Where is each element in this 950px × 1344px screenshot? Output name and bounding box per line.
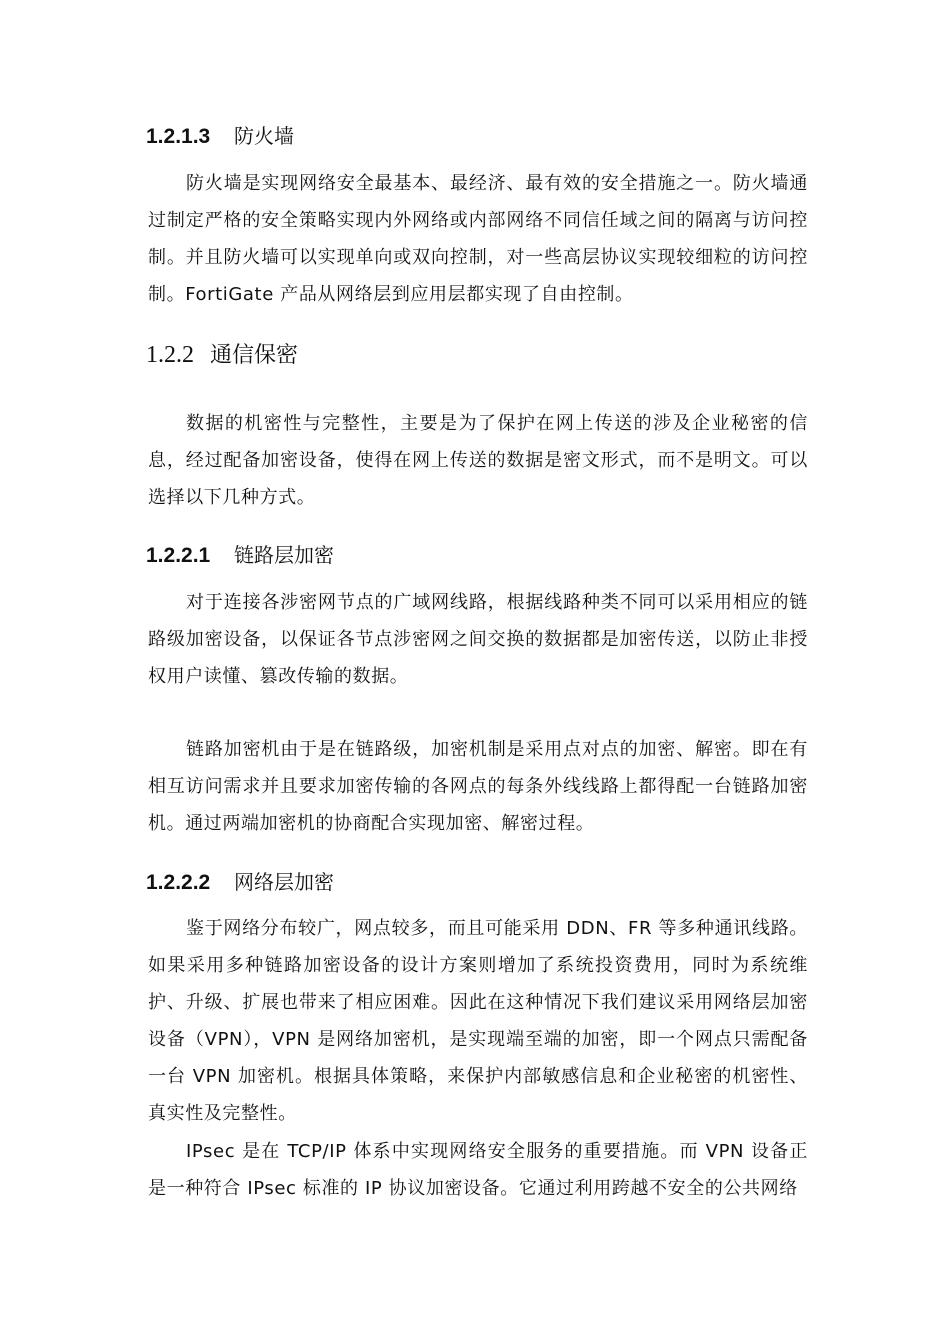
heading-number: 1.2.1.3 — [146, 125, 211, 148]
paragraph-link-encryption-2: 链路加密机由于是在链路级，加密机制是采用点对点的加密、解密。即在有相互访问需求并且要求加密传输的各网点的每条外线线路上都得配一台链路加密机。通过两端加密机的协商配合实现加密、解密过程。 — [148, 739, 808, 834]
paragraph-network-encryption-2: IPsec 是在 TCP/IP 体系中实现网络安全服务的重要措施。而 VPN 设备正是一种符合 IPsec 标准的 IP 协议加密设备。它通过利用跨越不安全的公共网络 — [148, 1141, 808, 1199]
paragraph-link-encryption-1: 对于连接各涉密网节点的广域网线路，根据线路种类不同可以采用相应的链路级加密设备，以保证各节点涉密网之间交换的数据都是加密传送，以防止非授权用户读懂、篡改传输的数据。 — [148, 592, 808, 687]
paragraph-communication-secrecy: 数据的机密性与完整性，主要是为了保护在网上传送的涉及企业秘密的信息，经过配备加密设备，使得在网上传送的数据是密文形式，而不是明文。可以选择以下几种方式。 — [148, 413, 808, 508]
heading-1-2-2-1 — [146, 541, 334, 570]
heading-title: 通信保密 — [210, 343, 299, 368]
heading-title: 链路层加密 — [234, 543, 334, 567]
heading-title: 网络层加密 — [234, 870, 334, 894]
paragraph-network-encryption-1: 鉴于网络分布较广，网点较多，而且可能采用 DDN、FR 等多种通讯线路。如果采用多种链路加密设备的设计方案则增加了系统投资费用，同时为系统维护、升级、扩展也带来了相应困难。因此在这种情况下我们建议采用网络层加密设备（VPN），VPN 是网络加密机，是实现端至端的加密，即一个网点只需配备一台 VPN 加密机。根据具体策略，来保护内部敏感信息和企业秘密的机密性、真实性及完整性。 — [148, 918, 808, 1124]
heading-number: 1.2.2.1 — [146, 544, 211, 567]
paragraph-firewall: 防火墙是实现网络安全最基本、最经济、最有效的安全措施之一。防火墙通过制定严格的安全策略实现内外网络或内部网络不同信任域之间的隔离与访问控制。并且防火墙可以实现单向或双向控制，对一些高层协议实现较细粒的访问控制。FortiGate 产品从网络层到应用层都实现了自由控制。 — [148, 173, 808, 305]
heading-number: 1.2.2 — [146, 342, 194, 368]
heading-number: 1.2.2.2 — [146, 871, 211, 894]
heading-1-2-2 — [146, 340, 298, 371]
heading-1-2-2-2 — [146, 868, 334, 897]
heading-title: 防火墙 — [234, 124, 294, 148]
heading-1-2-1-3 — [146, 122, 294, 151]
